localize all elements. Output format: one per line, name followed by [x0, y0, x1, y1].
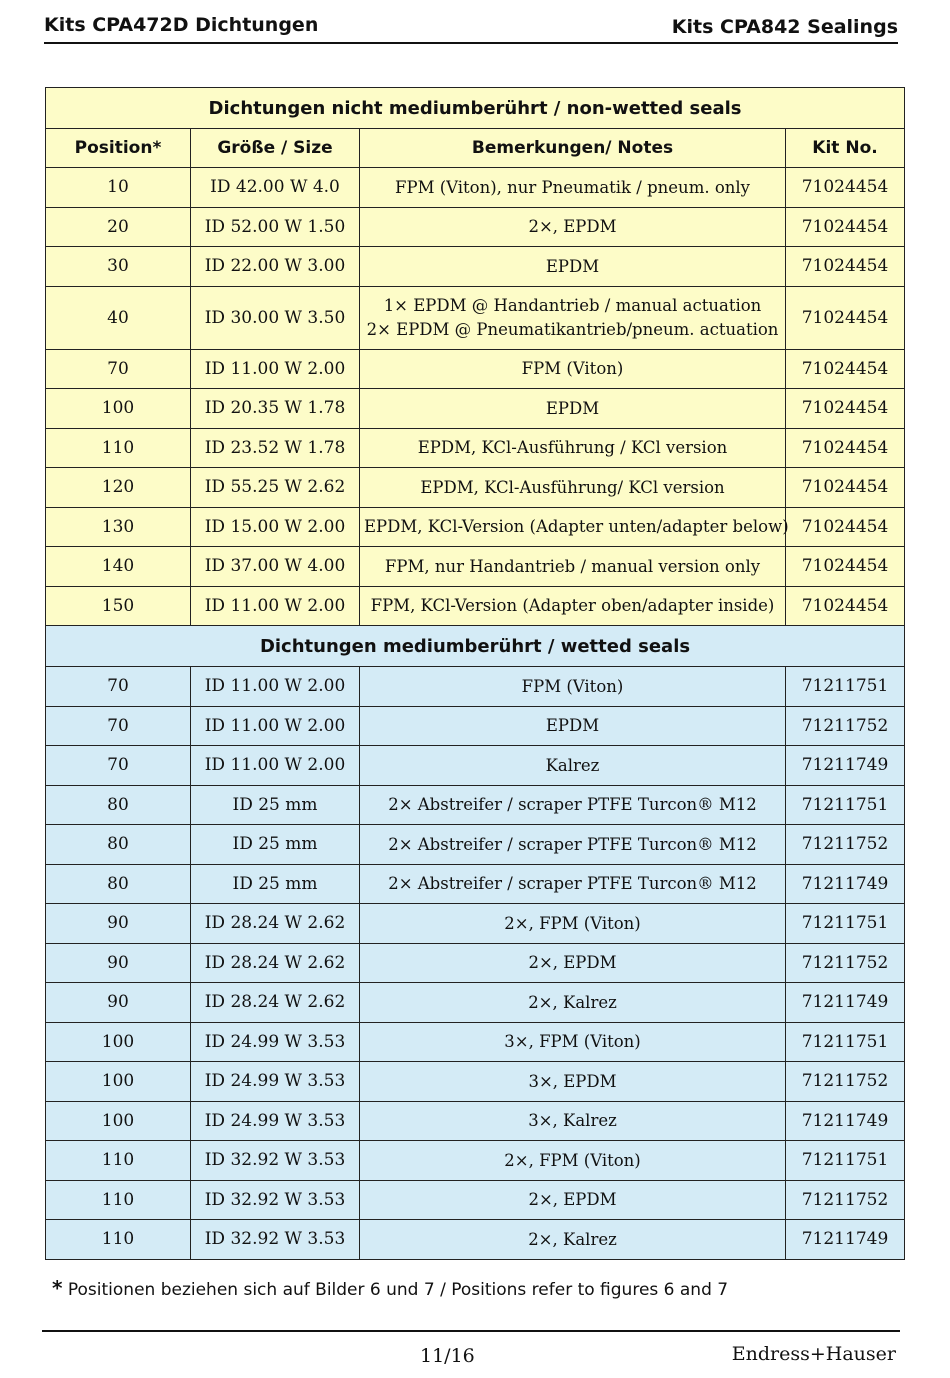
cell-size: ID 15.00 W 2.00: [191, 507, 360, 547]
cell-position: 90: [46, 983, 191, 1023]
cell-position: 90: [46, 904, 191, 944]
table-row: [46, 1180, 905, 1220]
cell-notes: [360, 286, 786, 349]
table-row: [46, 825, 905, 865]
cell-kit: 71024454: [786, 168, 905, 208]
cell-kit: 71024454: [786, 586, 905, 626]
cell-notes: 2×, Kalrez: [360, 1220, 786, 1260]
cell-size: ID 55.25 W 2.62: [191, 468, 360, 508]
cell-size: ID 23.52 W 1.78: [191, 428, 360, 468]
cell-position: 80: [46, 825, 191, 865]
cell-kit: 71024454: [786, 507, 905, 547]
table-row: [46, 1022, 905, 1062]
cell-size: ID 11.00 W 2.00: [191, 746, 360, 786]
cell-position: 10: [46, 168, 191, 208]
cell-notes: Kalrez: [360, 746, 786, 786]
cell-position: 110: [46, 1220, 191, 1260]
cell-notes: EPDM, KCl-Version (Adapter unten/adapter below): [360, 507, 786, 547]
cell-position: 100: [46, 389, 191, 429]
cell-kit: 71211751: [786, 1022, 905, 1062]
cell-position: 70: [46, 349, 191, 389]
table-row: [46, 667, 905, 707]
cell-position: 90: [46, 943, 191, 983]
cell-notes: 3×, FPM (Viton): [360, 1022, 786, 1062]
cell-notes: 3×, EPDM: [360, 1062, 786, 1102]
cell-size: ID 37.00 W 4.00: [191, 547, 360, 587]
cell-kit: 71211749: [786, 1220, 905, 1260]
cell-kit: 71211751: [786, 667, 905, 707]
cell-size: ID 20.35 W 1.78: [191, 389, 360, 429]
cell-position: 120: [46, 468, 191, 508]
cell-notes: EPDM: [360, 247, 786, 287]
cell-size: ID 25 mm: [191, 785, 360, 825]
cell-position: 40: [46, 286, 191, 349]
footnote: [52, 1276, 728, 1300]
table-row: [46, 547, 905, 587]
cell-kit: 71211752: [786, 943, 905, 983]
cell-notes: 2×, EPDM: [360, 943, 786, 983]
cell-size: ID 11.00 W 2.00: [191, 667, 360, 707]
cell-notes: FPM, KCl-Version (Adapter oben/adapter inside): [360, 586, 786, 626]
cell-size: ID 22.00 W 3.00: [191, 247, 360, 287]
table-row: [46, 785, 905, 825]
brand-name: Endress+Hauser: [731, 1343, 896, 1365]
cell-position: 30: [46, 247, 191, 287]
table-row: [46, 706, 905, 746]
cell-kit: 71211749: [786, 864, 905, 904]
cell-notes-line: 2× EPDM @ Pneumatikantrieb/pneum. actuation: [366, 319, 779, 339]
cell-kit: 71211752: [786, 1180, 905, 1220]
cell-kit: 71211751: [786, 1141, 905, 1181]
table-row: [46, 864, 905, 904]
cell-size: ID 52.00 W 1.50: [191, 207, 360, 247]
cell-position: 80: [46, 785, 191, 825]
cell-size: ID 11.00 W 2.00: [191, 706, 360, 746]
cell-kit: 71024454: [786, 389, 905, 429]
cell-notes: 2×, FPM (Viton): [360, 1141, 786, 1181]
cell-notes: 2×, Kalrez: [360, 983, 786, 1023]
cell-kit: 71211751: [786, 904, 905, 944]
page-number: 11/16: [420, 1345, 475, 1367]
table-row: [46, 389, 905, 429]
cell-kit: 71024454: [786, 349, 905, 389]
column-header-row: [46, 129, 905, 168]
table-row: [46, 247, 905, 287]
cell-size: ID 32.92 W 3.53: [191, 1141, 360, 1181]
cell-position: 80: [46, 864, 191, 904]
cell-notes: FPM (Viton): [360, 349, 786, 389]
cell-notes: EPDM, KCl-Ausführung/ KCl version: [360, 468, 786, 508]
cell-notes-line: 1× EPDM @ Handantrieb / manual actuation: [383, 295, 762, 315]
non-wetted-title: Dichtungen nicht mediumberührt / non-wetted seals: [46, 88, 905, 129]
footnote-text: Positionen beziehen sich auf Bilder 6 und 7 / Positions refer to figures 6 and 7: [62, 1280, 729, 1300]
table-row: [46, 349, 905, 389]
cell-notes: EPDM: [360, 389, 786, 429]
cell-position: 100: [46, 1101, 191, 1141]
table-row: [46, 207, 905, 247]
col-kit-header: Kit No.: [786, 129, 905, 168]
cell-position: 100: [46, 1062, 191, 1102]
cell-size: ID 25 mm: [191, 825, 360, 865]
table-row: [46, 1141, 905, 1181]
cell-notes: 2×, FPM (Viton): [360, 904, 786, 944]
cell-position: 70: [46, 746, 191, 786]
cell-size: ID 11.00 W 2.00: [191, 349, 360, 389]
cell-kit: 71211752: [786, 825, 905, 865]
table-row: [46, 983, 905, 1023]
cell-position: 20: [46, 207, 191, 247]
footer-rule: [42, 1330, 900, 1332]
cell-kit: 71024454: [786, 247, 905, 287]
cell-kit: 71211749: [786, 1101, 905, 1141]
cell-position: 130: [46, 507, 191, 547]
cell-position: 140: [46, 547, 191, 587]
cell-position: 100: [46, 1022, 191, 1062]
cell-kit: 71211749: [786, 746, 905, 786]
cell-size: ID 32.92 W 3.53: [191, 1180, 360, 1220]
cell-kit: 71211749: [786, 983, 905, 1023]
header-rule: [44, 42, 898, 44]
col-notes-header: Bemerkungen/ Notes: [360, 129, 786, 168]
cell-size: ID 28.24 W 2.62: [191, 904, 360, 944]
table-row: [46, 286, 905, 349]
cell-kit: 71024454: [786, 428, 905, 468]
seals-table: [45, 87, 905, 1260]
cell-notes: 3×, Kalrez: [360, 1101, 786, 1141]
cell-kit: 71211752: [786, 1062, 905, 1102]
table-row: [46, 943, 905, 983]
cell-notes: 2× Abstreifer / scraper PTFE Turcon® M12: [360, 864, 786, 904]
cell-size: ID 24.99 W 3.53: [191, 1101, 360, 1141]
table-row: [46, 1220, 905, 1260]
non-wetted-section: [46, 88, 905, 626]
cell-size: ID 11.00 W 2.00: [191, 586, 360, 626]
cell-kit: 71211751: [786, 785, 905, 825]
col-position-header: Position*: [46, 129, 191, 168]
cell-position: 110: [46, 1141, 191, 1181]
cell-size: ID 28.24 W 2.62: [191, 983, 360, 1023]
col-size-header: Größe / Size: [191, 129, 360, 168]
table-row: [46, 1101, 905, 1141]
cell-notes: 2×, EPDM: [360, 1180, 786, 1220]
cell-size: ID 32.92 W 3.53: [191, 1220, 360, 1260]
wetted-title: Dichtungen mediumberührt / wetted seals: [46, 626, 905, 667]
cell-position: 110: [46, 1180, 191, 1220]
table-row: [46, 1062, 905, 1102]
table-row: [46, 468, 905, 508]
cell-kit: 71024454: [786, 547, 905, 587]
cell-notes: FPM, nur Handantrieb / manual version only: [360, 547, 786, 587]
cell-notes: EPDM, KCl-Ausführung / KCl version: [360, 428, 786, 468]
table-row: [46, 904, 905, 944]
table-row: [46, 507, 905, 547]
cell-kit: 71211752: [786, 706, 905, 746]
cell-size: ID 24.99 W 3.53: [191, 1022, 360, 1062]
cell-position: 150: [46, 586, 191, 626]
cell-notes: 2× Abstreifer / scraper PTFE Turcon® M12: [360, 825, 786, 865]
table-row: [46, 168, 905, 208]
table-row: [46, 586, 905, 626]
cell-notes: FPM (Viton): [360, 667, 786, 707]
cell-position: 110: [46, 428, 191, 468]
cell-size: ID 28.24 W 2.62: [191, 943, 360, 983]
cell-kit: 71024454: [786, 207, 905, 247]
cell-notes: FPM (Viton), nur Pneumatik / pneum. only: [360, 168, 786, 208]
header-right-title: Kits CPA842 Sealings: [671, 16, 898, 38]
header-left-title: Kits CPA472D Dichtungen: [44, 14, 319, 36]
cell-size: ID 24.99 W 3.53: [191, 1062, 360, 1102]
cell-size: ID 42.00 W 4.0: [191, 168, 360, 208]
cell-position: 70: [46, 706, 191, 746]
cell-kit: 71024454: [786, 468, 905, 508]
cell-notes: EPDM: [360, 706, 786, 746]
cell-notes: 2× Abstreifer / scraper PTFE Turcon® M12: [360, 785, 786, 825]
table-row: [46, 428, 905, 468]
table-row: [46, 746, 905, 786]
cell-notes: 2×, EPDM: [360, 207, 786, 247]
cell-kit: 71024454: [786, 286, 905, 349]
cell-size: ID 25 mm: [191, 864, 360, 904]
cell-size: ID 30.00 W 3.50: [191, 286, 360, 349]
cell-position: 70: [46, 667, 191, 707]
footnote-star: *: [52, 1276, 63, 1300]
wetted-section: [46, 626, 905, 1260]
